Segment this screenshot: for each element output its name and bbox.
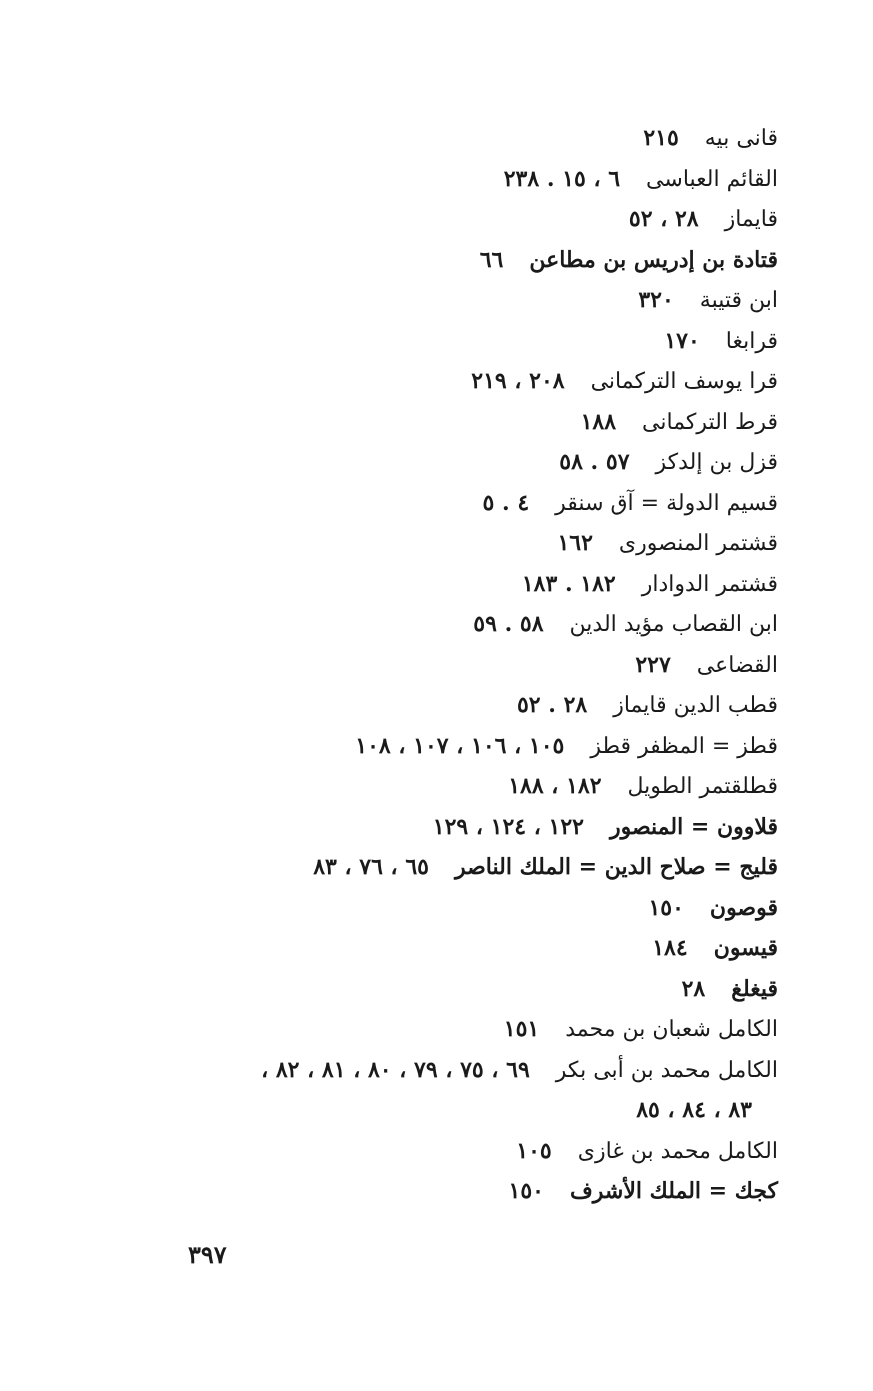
entry-name: قلاوون = المنصور [609,813,778,840]
index-entry [98,1050,778,1091]
entry-name: الكامل محمد بن أبى بكر [555,1057,778,1083]
entry-name: قرا يوسف التركمانى [590,369,778,394]
index-entry [98,645,778,686]
entry-pages: ١٧٠ [664,327,700,354]
entry-pages: ٢٨ [681,975,706,1002]
index-entry [98,1131,778,1172]
entry-pages: ١٦٢ [557,530,593,556]
index-entry [98,847,778,888]
entry-pages: ٥٨ . ٥٩ [473,611,544,637]
entry-pages: ٦٦ [479,246,504,273]
entry-pages: ٢٨ . ٥٢ [516,692,588,718]
entry-pages: ١٥٠ [648,894,684,921]
index-entry [98,199,778,240]
entry-name: قتادة بن إدريس بن مطاعن [529,246,778,273]
entry-name: ابن قتيبة [699,288,778,313]
index-entry [98,726,778,767]
page-number: ٣٩٧ [188,1240,227,1269]
index-entry [98,766,778,807]
index-list [98,118,778,1212]
entry-pages: ١٥١ [503,1016,540,1042]
entry-name: قشتمر الدوادار [641,571,778,597]
index-entry [98,1171,778,1212]
entry-pages: ١٢٢ ، ١٢٤ ، ١٢٩ [432,813,584,840]
index-entry [98,402,778,443]
entry-pages: ١٨٤ [652,935,688,961]
entry-name: قزل بن إلدكز [655,450,778,475]
entry-name: القضاعى [696,652,778,678]
entry-name: قوصون [709,894,778,921]
index-entry [98,1009,778,1050]
entry-pages: ٦٥ ، ٧٦ ، ٨٣ [313,854,429,880]
entry-pages: ١٠٥ ، ١٠٦ ، ١٠٧ ، ١٠٨ [355,732,565,759]
entry-name: قطب الدين قايماز [613,693,778,718]
entry-name: ابن القصاب مؤيد الدين [569,612,778,637]
entry-name: القائم العباسى [646,166,778,192]
entry-pages: ١٠٥ [516,1137,552,1164]
index-entry [98,604,778,645]
entry-pages: ٦ ، ١٥ . ٢٣٨ [503,165,621,192]
index-entry [98,240,778,281]
entry-pages: ٢٢٧ [635,651,671,678]
index-entry-continuation [98,1090,778,1131]
index-entry [98,159,778,200]
index-entry [98,321,778,362]
entry-name: قرابغا [725,328,778,354]
index-entry [98,928,778,969]
entry-pages: ٢٠٨ ، ٢١٩ [471,368,565,394]
entry-pages: ٥٧ . ٥٨ [559,449,630,475]
index-entry [98,807,778,848]
index-entry [98,523,778,564]
entry-pages: ١٨٢ . ١٨٣ [521,570,616,597]
entry-pages: ٣٢٠ [638,287,674,313]
entry-name: قطز = المظفر قطز [590,733,778,759]
index-entry [98,888,778,929]
entry-name: قليج = صلاح الدين = الملك الناصر [454,854,778,880]
entry-name: كجك = الملك الأشرف [569,1178,778,1204]
index-entry [98,685,778,726]
entry-pages: ٤ . ٥ [482,489,530,516]
entry-name: قايماز [724,207,778,232]
entry-name: الكامل محمد بن غازى [577,1138,778,1164]
entry-pages: ٢١٥ [643,125,679,151]
entry-pages: ١٨٨ [580,408,617,435]
entry-name: الكامل شعبان بن محمد [565,1017,778,1042]
index-entry [98,361,778,402]
entry-name: قسيم الدولة = آق سنقر [555,490,778,516]
index-entry [98,442,778,483]
entry-name: قشتمر المنصورى [618,531,778,556]
index-entry [98,969,778,1010]
entry-pages: ٦٩ ، ٧٥ ، ٧٩ ، ٨٠ ، ٨١ ، ٨٢ ، [261,1056,530,1083]
entry-pages: ١٨٢ ، ١٨٨ [508,773,602,799]
entry-name: قطلقتمر الطويل [627,774,778,799]
index-entry [98,280,778,321]
index-entry [98,483,778,524]
index-entry [98,118,778,159]
entry-name: قيغلغ [731,975,778,1002]
entry-name: قانى بيه [704,126,778,151]
entry-name: قيسون [713,935,778,961]
entry-name: قرط التركمانى [642,409,778,435]
entry-pages: ١٥٠ [508,1178,544,1204]
entry-pages: ٨٣ ، ٨٤ ، ٨٥ [636,1097,752,1123]
entry-pages: ٢٨ ، ٥٢ [628,206,699,232]
index-entry [98,564,778,605]
